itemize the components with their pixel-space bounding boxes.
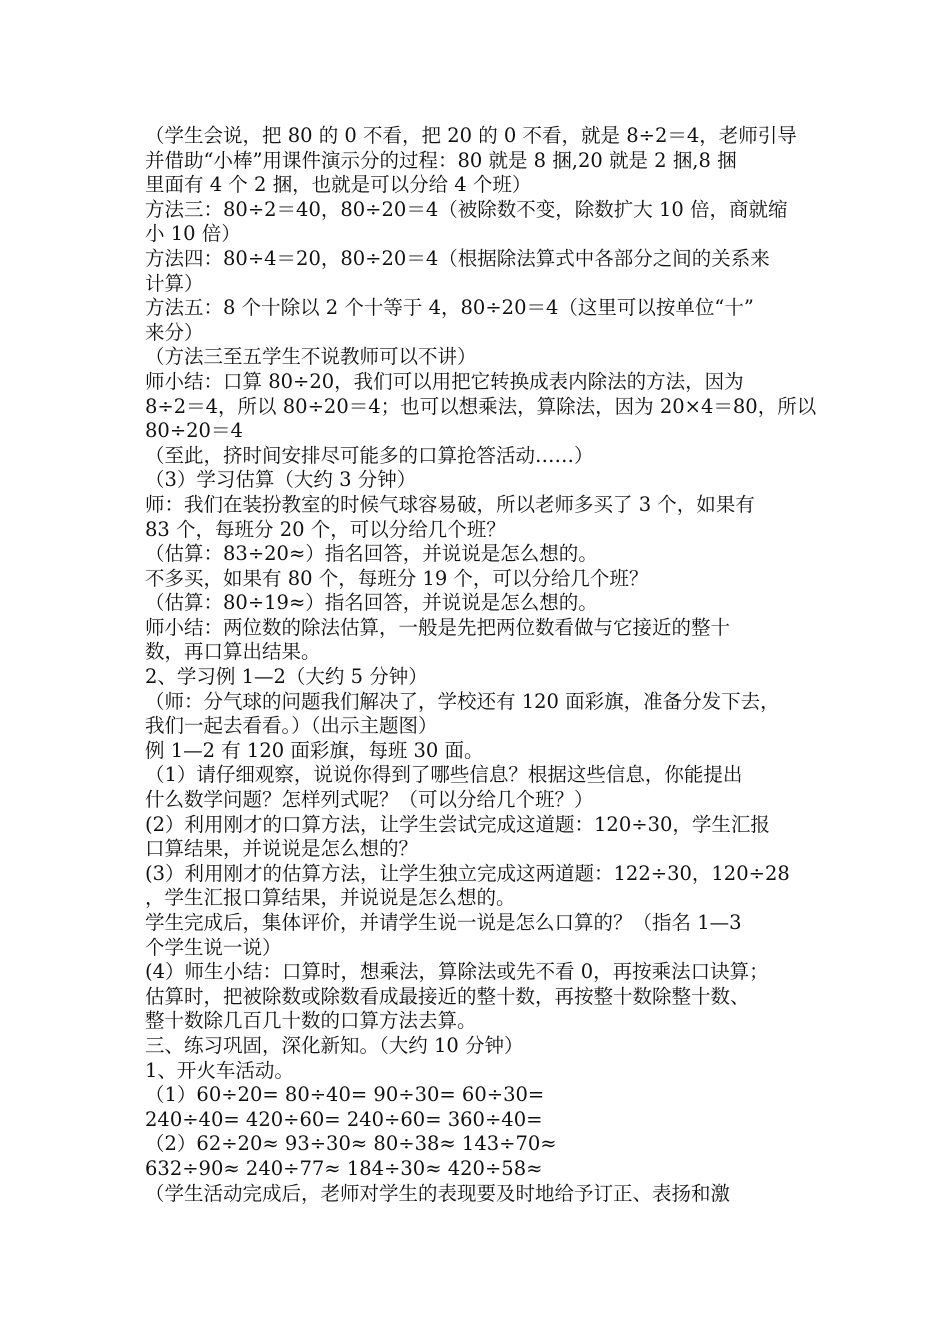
text-line: （师：分气球的问题我们解决了，学校还有 120 面彩旗，准备分发下去， xyxy=(145,689,780,713)
text-line: 计算） xyxy=(145,271,204,295)
text-line: 80÷20＝4 xyxy=(145,419,243,443)
text-line: 来分） xyxy=(145,320,204,344)
text-line: 1、开火车活动。 xyxy=(145,1058,294,1082)
text-line: 2、学习例 1—2（大约 5 分钟） xyxy=(145,665,428,689)
text-line: 三、练习巩固，深化新知。（大约 10 分钟） xyxy=(145,1033,524,1057)
text-line: 师：我们在装扮教室的时候气球容易破，所以老师多买了 3 个，如果有 xyxy=(145,492,755,516)
exercise-row: 240÷40= 420÷60= 240÷60= 360÷40= xyxy=(145,1107,543,1131)
exercise-row: （1）60÷20= 80÷40= 90÷30= 60÷30= xyxy=(145,1083,545,1107)
text-line: 口算结果，并说说是怎么想的？ xyxy=(145,837,419,861)
text-line: ，学生汇报口算结果，并说说是怎么想的。 xyxy=(145,886,516,910)
text-line: 里面有 4 个 2 捆，也就是可以分给 4 个班） xyxy=(145,173,532,197)
text-line: （估算：80÷19≈）指名回答，并说说是怎么想的。 xyxy=(145,591,598,615)
text-line: (3）利用刚才的估算方法，让学生独立完成这两道题：122÷30，120÷28 xyxy=(145,861,790,885)
text-line: （学生活动完成后，老师对学生的表现要及时地给予订正、表扬和激 xyxy=(145,1181,731,1205)
text-line: 估算时，把被除数或除数看成最接近的整十数，再按整十数除整十数、 xyxy=(145,984,750,1008)
text-line: 方法四：80÷4＝20，80÷20＝4（根据除法算式中各部分之间的关系来 xyxy=(145,246,770,270)
exercise-row: 632÷90≈ 240÷77≈ 184÷30≈ 420÷58≈ xyxy=(145,1156,543,1180)
text-line: （3）学习估算（大约 3 分钟） xyxy=(145,468,417,492)
text-line: 小 10 倍） xyxy=(145,222,241,246)
text-line: 什么数学问题？怎样列式呢？（可以分给几个班？） xyxy=(145,788,594,812)
text-line: 整十数除几百几十数的口算方法去算。 xyxy=(145,1009,477,1033)
document-body xyxy=(145,124,825,1206)
text-line: 不多买，如果有 80 个，每班分 19 个，可以分给几个班？ xyxy=(145,566,649,590)
text-line: 学生完成后，集体评价，并请学生说一说是怎么口算的？（指名 1—3 xyxy=(145,911,742,934)
text-line: （估算：83÷20≈）指名回答，并说说是怎么想的。 xyxy=(145,542,598,566)
text-line: 师小结：口算 80÷20，我们可以用把它转换成表内除法的方法，因为 xyxy=(145,369,744,393)
text-line: （学生会说，把 80 的 0 不看，把 20 的 0 不看，就是 8÷2＝4，老师引导 xyxy=(145,124,797,147)
text-line: 例 1—2 有 120 面彩旗，每班 30 面。 xyxy=(145,738,484,762)
text-line: （至此，挤时间安排尽可能多的口算抢答活动……） xyxy=(145,443,594,467)
text-line: （方法三至五学生不说教师可以不讲） xyxy=(145,345,477,369)
text-line: 数，再口算出结果。 xyxy=(145,640,321,664)
text-line: 83 个，每班分 20 个，可以分给几个班？ xyxy=(145,517,506,541)
text-line: 师小结：两位数的除法估算，一般是先把两位数看做与它接近的整十 xyxy=(145,615,731,639)
text-line: (4）师生小结：口算时，想乘法，算除法或先不看 0，再按乘法口诀算； xyxy=(145,960,769,984)
text-line: (2）利用刚才的口算方法，让学生尝试完成这道题：120÷30，学生汇报 xyxy=(145,812,770,836)
text-line: 并借助“小棒”用课件演示分的过程：80 就是 8 捆,20 就是 2 捆,8 捆 xyxy=(145,148,737,172)
text-line: 方法三：80÷2＝40，80÷20＝4（被除数不变，除数扩大 10 倍，商就缩 xyxy=(145,197,788,221)
exercise-row: （2）62÷20≈ 93÷30≈ 80÷38≈ 143÷70≈ xyxy=(145,1132,557,1156)
text-line: 我们一起去看看。）（出示主题图） xyxy=(145,714,438,738)
text-line: 个学生说一说） xyxy=(145,935,282,959)
text-line: 方法五：8 个十除以 2 个十等于 4，80÷20＝4（这里可以按单位“十” xyxy=(145,296,754,320)
text-line: （1）请仔细观察，说说你得到了哪些信息？根据这些信息，你能提出 xyxy=(145,763,743,787)
text-line: 8÷2＝4，所以 80÷20＝4；也可以想乘法，算除法，因为 20×4＝80，所以 xyxy=(145,394,817,418)
